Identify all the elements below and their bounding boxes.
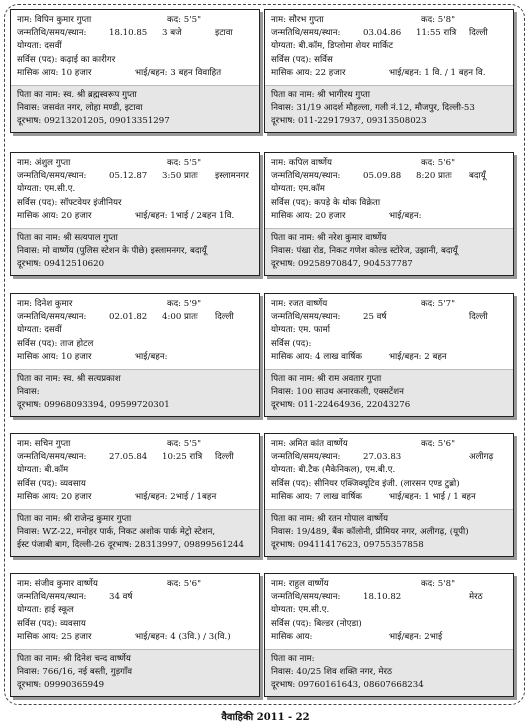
phone: दूरभाष: 09412510620: [17, 259, 105, 270]
profile-card: [264, 293, 514, 417]
profile-details: [11, 10, 259, 85]
siblings: भाई/बहन: 4 (3वि.) / 3(वि.): [135, 631, 231, 642]
monthly-income: मासिक आय: 10 हजार: [17, 351, 92, 362]
occupation: सर्विस (पद): बिल्डर (नोएडा): [271, 618, 362, 629]
education: योग्यता: हाई स्कूल: [17, 605, 74, 616]
family-details: [265, 509, 513, 556]
profile-details: [11, 153, 259, 228]
family-details: [11, 649, 259, 696]
address-continued: ईस्ट पंजाबी बाग, दिल्ली-26 दूरभाष: 28313997, 09899561244: [17, 540, 244, 551]
education: योग्यता: दसवीं: [17, 325, 62, 336]
family-details: [11, 228, 259, 275]
candidate-name: नाम: सौरभ गुप्ता: [271, 15, 324, 25]
address: निवास: 766/16, नई बस्ती, गुड़गाँव: [17, 667, 132, 678]
birth-place: बदायूँ: [469, 171, 486, 182]
candidate-name: नाम: राहुल वार्ष्णेय: [271, 579, 329, 589]
address: निवास: 100 साउथ अनारकली, एक्सटेंशन: [271, 387, 404, 398]
height: कद: 5'5": [167, 158, 202, 168]
education: योग्यता: एम.सी.ए.: [17, 184, 76, 195]
family-details: [11, 509, 259, 556]
birth-place: दिल्ली: [469, 312, 488, 323]
phone: दूरभाष: 09760161643, 08607668234: [271, 680, 424, 691]
address: निवास: पंखा रोड, निकट गणेश कोल्ड स्टोरेज, उझानी, बदायूँ: [271, 246, 458, 257]
father-name: पिता का नाम: श्री सत्यपाल गुप्ता: [17, 233, 118, 243]
siblings: भाई/बहन: 2भाई / 1बहन: [135, 491, 217, 502]
height: कद: 5'6": [167, 579, 202, 589]
birth-place: दिल्ली: [215, 452, 234, 463]
father-name: पिता का नाम: श्री राजेन्द्र कुमार गुप्ता: [17, 514, 132, 524]
phone: दूरभाष: 09968093394, 09599720301: [17, 400, 170, 411]
profile-card: [10, 293, 260, 417]
siblings: भाई/बहन: 2 बहन: [389, 351, 447, 362]
birth-date: 05.12.87: [109, 171, 148, 182]
family-details: [11, 369, 259, 416]
address: निवास: 31/19 आदर्श मौहल्ला, गली नं.12, मौजपुर, दिल्ली-53: [271, 103, 475, 114]
address: निवास: WZ-22, मनोहर पार्क, निकट अशोक पार्क मेट्रो स्टेशन,: [17, 527, 216, 538]
profile-card: [264, 433, 514, 557]
birth-time: 3 बजे: [162, 28, 182, 39]
address: निवास: 40/25 शिव शक्ति नगर, मेरठ: [271, 667, 393, 678]
father-name: पिता का नाम: श्री भागीरथ गुप्ता: [271, 90, 371, 100]
birth-label: जन्मतिथि/समय/स्थान:: [271, 312, 341, 323]
phone: दूरभाष: 09411417623, 09755357858: [271, 540, 424, 551]
birth-place: इटावा: [215, 28, 233, 39]
birth-place: इस्लामनगर: [215, 171, 249, 182]
siblings: भाई/बहन: 2भाई: [389, 631, 443, 642]
height: कद: 5'8": [421, 15, 456, 25]
birth-place: मेरठ: [469, 592, 483, 603]
birth-label: जन्मतिथि/समय/स्थान:: [271, 28, 341, 39]
profile-details: [11, 294, 259, 369]
candidate-name: नाम: अमित कांत वार्ष्णेय: [271, 439, 348, 449]
page-footer: वैवाहिकी 2011 - 22: [221, 712, 310, 723]
family-details: [265, 369, 513, 416]
father-name: पिता का नाम: स्व. श्री सत्यप्रकाश: [17, 374, 121, 384]
profile-details: [265, 434, 513, 509]
address: निवास: 19/489, बैंक कॉलोनी, प्रीमियर नगर, अलीगढ़, (यूपी): [271, 527, 469, 538]
profile-details: [11, 574, 259, 649]
candidate-name: नाम: अंशुल गुप्ता: [17, 158, 71, 168]
phone: दूरभाष: 011-22917937, 09313508023: [271, 116, 427, 127]
phone: दूरभाष: 09258970847, 904537787: [271, 259, 413, 270]
father-name: पिता का नाम: श्री दिनेश चन्द वार्ष्णेय: [17, 654, 131, 664]
profile-card: [264, 573, 514, 697]
profile-card: [264, 9, 514, 133]
family-details: [265, 649, 513, 696]
candidate-name: नाम: सचिन गुप्ता: [17, 439, 71, 449]
birth-date: 25 वर्ष: [363, 312, 387, 323]
profile-details: [265, 153, 513, 228]
birth-label: जन्मतिथि/समय/स्थान:: [17, 452, 87, 463]
profile-card: [10, 433, 260, 557]
profile-details: [265, 294, 513, 369]
monthly-income: मासिक आय: 25 हजार: [17, 631, 92, 642]
birth-date: 02.01.82: [109, 312, 148, 323]
education: योग्यता: बी.कॉम: [17, 465, 69, 476]
monthly-income: मासिक आय: 20 हजार: [17, 210, 92, 221]
profile-details: [265, 10, 513, 85]
education: योग्यता: दसवीं: [17, 41, 62, 52]
education: योग्यता: बी.कॉम, डिप्लोमा शेयर मार्किट: [271, 41, 394, 52]
siblings: भाई/बहन: 1भाई / 2बहन 1वि.: [135, 210, 235, 221]
height: कद: 5'8": [421, 579, 456, 589]
father-name: पिता का नाम:: [271, 654, 315, 664]
birth-label: जन्मतिथि/समय/स्थान:: [271, 592, 341, 603]
candidate-name: नाम: रजत वार्ष्णेय: [271, 299, 328, 309]
father-name: पिता का नाम: श्री रतन गोपाल वार्ष्णेय: [271, 514, 388, 524]
birth-label: जन्मतिथि/समय/स्थान:: [271, 171, 341, 182]
birth-place: अलीगढ़: [469, 452, 494, 463]
siblings: भाई/बहन: 1 भाई / 1 बहन: [389, 491, 476, 502]
birth-label: जन्मतिथि/समय/स्थान:: [271, 452, 341, 463]
monthly-income: मासिक आय: 20 हजार: [17, 491, 92, 502]
profile-card: [10, 9, 260, 133]
birth-date: 27.03.83: [363, 452, 402, 463]
monthly-income: मासिक आय:: [271, 631, 313, 642]
profile-details: [11, 434, 259, 509]
education: योग्यता: एम. फार्मा: [271, 325, 330, 336]
birth-date: 34 वर्ष: [109, 592, 133, 603]
family-details: [11, 85, 259, 132]
siblings: भाई/बहन:: [135, 351, 168, 362]
education: योग्यता: बी.टैक (मैकेनिकल), एम.बी.ए.: [271, 465, 396, 476]
monthly-income: मासिक आय: 10 हजार: [17, 67, 92, 78]
birth-place: दिल्ली: [215, 312, 234, 323]
father-name: पिता का नाम: स्व. श्री ब्रह्मस्वरूप गुप्ता: [17, 90, 137, 100]
birth-time: 3:50 प्रातः: [162, 171, 198, 182]
education: योग्यता: एम.कॉम: [271, 184, 325, 195]
occupation: सर्विस (पद): व्यवसाय: [17, 618, 86, 629]
monthly-income: मासिक आय: 4 लाख वार्षिक: [271, 351, 362, 362]
height: कद: 5'6": [421, 439, 456, 449]
phone: दूरभाष: 011-22464936, 22043276: [271, 400, 411, 411]
height: कद: 5'9": [167, 299, 202, 309]
family-details: [265, 85, 513, 132]
occupation: सर्विस (पद): व्यवसाय: [17, 478, 86, 489]
occupation: सर्विस (पद):: [271, 338, 312, 349]
birth-date: 18.10.85: [109, 28, 148, 39]
phone: दूरभाष: 09213201205, 09013351297: [17, 116, 170, 127]
height: कद: 5'5": [167, 439, 202, 449]
profile-card: [264, 152, 514, 276]
occupation: सर्विस (पद): सीनियर एक्जिक्यूटिव इंजी. (लारसन एण्ड टुब्रो): [271, 478, 460, 489]
birth-label: जन्मतिथि/समय/स्थान:: [17, 592, 87, 603]
candidate-name: नाम: विपिन कुमार गुप्ता: [17, 15, 92, 25]
candidate-name: नाम: संजीव कुमार वार्ष्णेय: [17, 579, 98, 589]
address: निवास: जसवंत नगर, लोहा मण्डी, इटावा: [17, 103, 143, 114]
address: निवास: मो वार्ष्णेय (पुलिस स्टेशन के पीछे) इस्लामनगर, बदायूँ: [17, 246, 207, 257]
phone: दूरभाष: 09990365949: [17, 680, 105, 691]
birth-time: 11:55 रात्रि: [416, 28, 457, 39]
profile-card: [10, 573, 260, 697]
height: कद: 5'5": [167, 15, 202, 25]
education: योग्यता: एम.सी.ए.: [271, 605, 330, 616]
birth-date: 03.04.86: [363, 28, 402, 39]
candidate-name: नाम: दिनेश कुमार: [17, 299, 73, 309]
siblings: भाई/बहन: 1 वि. / 1 बहन वि.: [389, 67, 486, 78]
birth-time: 4:00 प्रातः: [162, 312, 198, 323]
siblings: भाई/बहन: 3 बहन विवाहित: [135, 67, 222, 78]
profile-card: [10, 152, 260, 276]
family-details: [265, 228, 513, 275]
monthly-income: मासिक आय: 7 लाख वार्षिक: [271, 491, 362, 502]
birth-date: 05.09.88: [363, 171, 402, 182]
profile-details: [265, 574, 513, 649]
monthly-income: मासिक आय: 20 हजार: [271, 210, 346, 221]
birth-date: 27.05.84: [109, 452, 148, 463]
birth-time: 8:20 प्रातः: [416, 171, 452, 182]
father-name: पिता का नाम: श्री नरेश कुमार वार्ष्णेय: [271, 233, 387, 243]
address: निवास:: [17, 387, 40, 398]
occupation: सर्विस (पद): ताज होटल: [17, 338, 94, 349]
occupation: सर्विस (पद): सॉफ्टवेयर इंजीनियर: [17, 197, 122, 208]
height: कद: 5'6": [421, 158, 456, 168]
birth-date: 18.10.82: [363, 592, 402, 603]
candidate-name: नाम: कपिल वार्ष्णेय: [271, 158, 332, 168]
monthly-income: मासिक आय: 22 हजार: [271, 67, 346, 78]
birth-label: जन्मतिथि/समय/स्थान:: [17, 171, 87, 182]
birth-label: जन्मतिथि/समय/स्थान:: [17, 312, 87, 323]
birth-time: 10:25 रात्रि: [162, 452, 203, 463]
birth-label: जन्मतिथि/समय/स्थान:: [17, 28, 87, 39]
father-name: पिता का नाम: श्री राम अवतार गुप्ता: [271, 374, 382, 384]
occupation: सर्विस (पद): सर्विस: [271, 54, 333, 65]
birth-place: दिल्ली: [469, 28, 488, 39]
occupation: सर्विस (पद): कपड़े के थोक विक्रेता: [271, 197, 381, 208]
siblings: भाई/बहन:: [389, 210, 422, 221]
occupation: सर्विस (पद): कढ़ाई का कारीगर: [17, 54, 116, 65]
height: कद: 5'7": [421, 299, 456, 309]
